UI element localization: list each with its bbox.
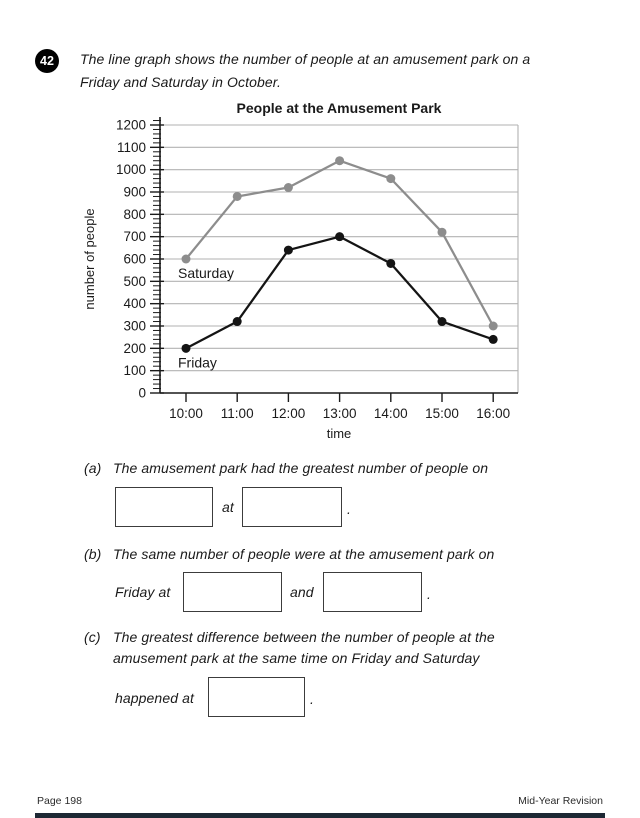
y-tick-label: 700 [123,229,146,245]
page-bottom-edge-bar [35,813,605,818]
footer-section-title: Mid-Year Revision [518,795,603,807]
y-tick-label: 100 [123,363,146,379]
y-tick-label: 200 [123,340,146,356]
question-number: 42 [40,54,54,68]
part-c-text-line1: The greatest difference between the number of people at the [113,629,495,645]
series-saturday-point [182,255,191,264]
series-friday-point [182,344,191,353]
series-label-saturday: Saturday [178,265,235,281]
y-axis-title: number of people [82,208,97,310]
y-tick-label: 400 [123,296,146,312]
x-tick-label: 13:00 [322,406,357,421]
series-friday-point [489,335,498,344]
series-friday-point [233,317,242,326]
part-a-text: The amusement park had the greatest number of people on [113,460,489,476]
part-b-label: (b) [84,546,102,562]
part-a-label: (a) [84,460,102,476]
part-b-terminator: . [427,586,431,602]
y-tick-label: 600 [123,251,146,267]
y-tick-label: 300 [123,318,146,334]
series-friday-line [186,237,493,349]
series-friday-point [335,232,344,241]
series-friday-point [386,259,395,268]
series-saturday-point [489,322,498,331]
series-saturday-point [335,156,344,165]
answer-box-a-day[interactable] [115,487,213,527]
y-tick-label: 1200 [115,117,146,133]
x-tick-label: 12:00 [271,406,306,421]
question-number-badge [35,49,59,73]
x-tick-label: 16:00 [476,406,511,421]
answer-box-b-time1[interactable] [183,572,282,612]
part-a-terminator: . [347,501,351,517]
part-b-prefix: Friday at [115,584,171,600]
x-tick-label: 15:00 [425,406,459,421]
part-b-text: The same number of people were at the amusement park on [113,546,495,562]
part-c-prefix: happened at [115,690,194,706]
part-c-text-line2: amusement park at the same time on Friday and Saturday [113,650,480,666]
y-tick-label: 800 [123,206,146,222]
x-tick-label: 10:00 [169,406,203,421]
line-chart [80,97,540,447]
series-friday-point [284,246,293,255]
answer-box-c-time[interactable] [208,677,305,717]
y-tick-label: 0 [138,385,146,401]
part-b-connector: and [290,584,314,600]
question-intro-line2: Friday and Saturday in October. [80,74,282,90]
x-tick-label: 14:00 [373,406,408,421]
chart-title: People at the Amusement Park [236,100,442,116]
series-saturday-line [186,161,493,326]
series-saturday-point [284,183,293,192]
part-a-connector: at [222,499,234,515]
part-c-label: (c) [84,629,101,645]
x-axis-title: time [326,426,352,441]
y-tick-label: 900 [123,184,146,200]
part-c-terminator: . [310,691,314,707]
y-tick-label: 1100 [116,139,146,155]
y-tick-label: 1000 [115,162,146,178]
series-saturday-point [386,174,395,183]
question-intro-line1: The line graph shows the number of people at an amusement park on a [80,51,531,67]
answer-box-a-time[interactable] [242,487,342,527]
series-friday-point [438,317,447,326]
y-tick-label: 500 [123,273,146,289]
series-saturday-point [233,192,242,201]
answer-box-b-time2[interactable] [323,572,422,612]
series-label-friday: Friday [178,354,217,371]
x-tick-label: 11:00 [220,406,254,421]
series-saturday-point [438,228,447,237]
footer-page-number: Page 198 [37,795,82,807]
